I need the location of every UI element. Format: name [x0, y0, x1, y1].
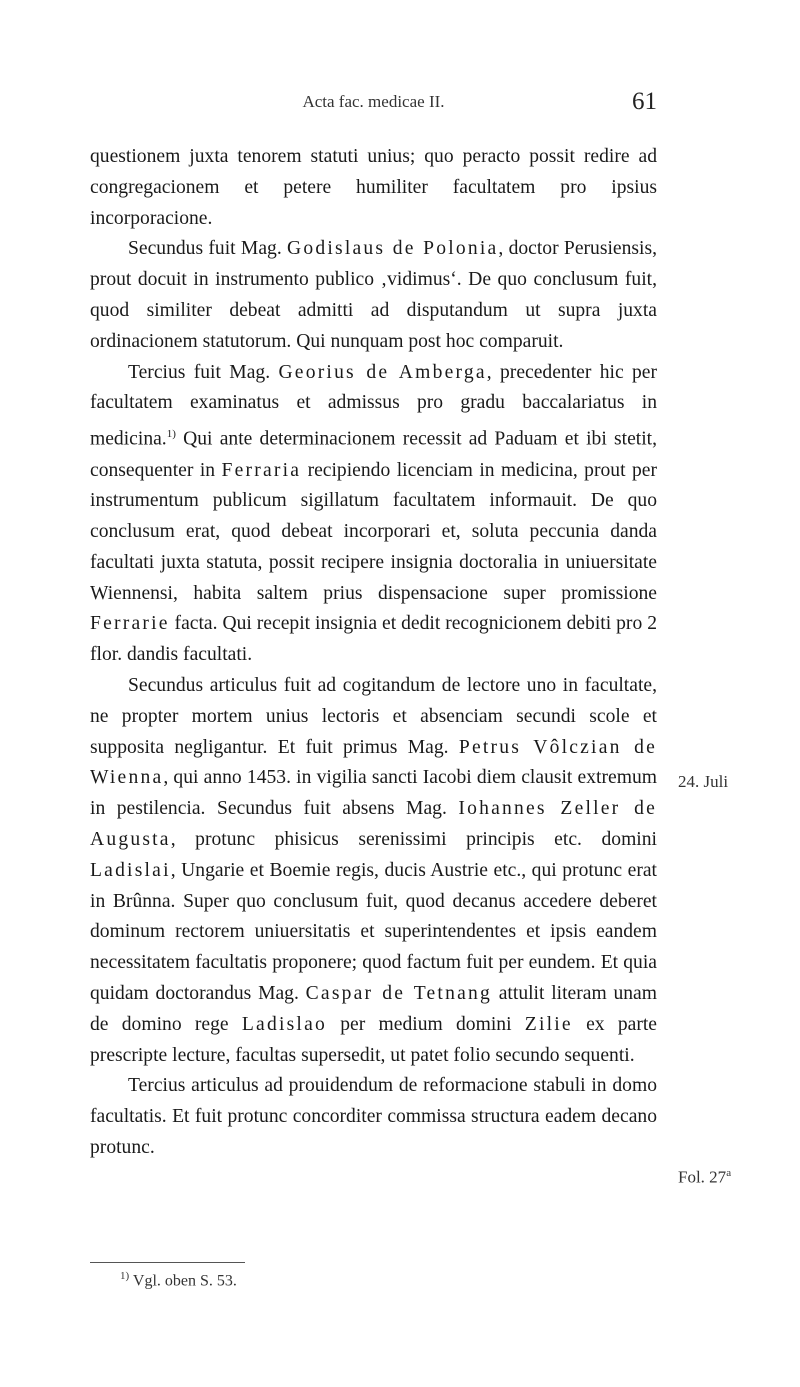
paragraph-text: per medium domini [326, 1013, 525, 1035]
place-name: Ferrarie [90, 613, 170, 635]
page-number: 61 [632, 88, 657, 115]
place-name: Ferraria [221, 459, 302, 481]
person-name: Petrus Vôlczian de Wienna [90, 736, 658, 789]
paragraph-text: ex parte prescripte lecture, facultas supersedit, ut patet folio secundo sequenti. [90, 1013, 657, 1066]
person-name: Ladislai [90, 859, 171, 881]
paragraph-1 [90, 142, 657, 234]
paragraph-text: , doctor Perusiensis, prout docuit in instrumento publico ‚vidimus‘. De quo conclusum fuit, quod similiter debeat admitti ad disputandum ut supra juxta ordinacionem statutorum. Qui nunquam post hoc comparuit. [90, 238, 657, 352]
paragraph-text: Secundus fuit Mag. [128, 238, 288, 260]
paragraph-text: Qui ante determinacionem recessit ad Paduam et ibi stetit, consequenter in [90, 428, 657, 481]
paragraph-3 [90, 358, 657, 672]
footnote [120, 1270, 237, 1290]
paragraph-text: Tercius articulus ad prouidendum de reformacione stabuli in domo facultatis. Et fuit protunc concorditer commissa structura eadem decano protunc. [90, 1075, 657, 1159]
person-name: Ladislao [241, 1013, 327, 1035]
person-name: Georius de Amberga [278, 361, 487, 383]
paragraph-text: , protunc phisicus serenissimi principis etc. domini [170, 829, 657, 851]
paragraph-text: questionem juxta tenorem statuti unius; quo peracto possit redire ad congregacionem et petere humiliter facultatem pro ipsius incorporacione. [90, 146, 657, 229]
person-name: Godislaus de Polonia [287, 238, 499, 260]
paragraph-text: attulit literam unam de domino rege [90, 983, 657, 1035]
footnote-marker: 1) [166, 428, 176, 441]
paragraph-text: recipiendo licenciam in medicina, prout per instrumentum publicum sigillatum facultatem informauit. De quo conclusum erat, quod debeat incorporari et, soluta peccunia danda facultati juxta statuta, possit recipere insignia doctoralia in uniuersitate Wiennensi, habita saltem prius dispensacione super promissione [90, 459, 657, 604]
person-name: Zilie [524, 1013, 573, 1035]
paragraph-5 [90, 1071, 657, 1163]
paragraph-text: , qui anno 1453. in vigilia sancti Iacobi diem clausit extremum in pestilencia. Secundus fuit absens Mag. [90, 767, 657, 820]
person-name: Caspar de Tetnang [305, 983, 492, 1005]
running-title: Acta fac. medicae II. [302, 92, 445, 111]
paragraph-text: Tercius fuit Mag. [128, 361, 279, 383]
paragraph-text: , precedenter hic per facultatem examinatus et admissus pro gradu baccalariatus in medicina. [90, 361, 658, 450]
footnote-text: Vgl. oben S. 53. [129, 1272, 237, 1290]
margin-note-date: 24. Juli [678, 772, 729, 791]
paragraph-text: facta. Qui recepit insignia et dedit recognicionem debiti pro 2 flor. dandis facultati. [90, 613, 657, 666]
paragraph-text: , Ungarie et Boemie regis, ducis Austrie etc., qui protunc erat in Brûnna. Super quo conclusum fuit, quod decanus accedere deberet dominum rectorem uniuersitatis et superintendentes et ipsis eandem necessitatem facultatis proponere; quod factum fuit per eundem. Et quia quidam doctorandus Mag. [90, 859, 657, 1005]
folio-label: Fol. 27 [678, 1167, 727, 1187]
running-head [90, 88, 657, 118]
paragraph-2 [90, 234, 657, 357]
person-name: Iohannes Zeller de Augusta [90, 798, 657, 851]
paragraph-4 [90, 671, 657, 1071]
margin-note-folio [678, 1167, 731, 1188]
body-text [90, 142, 657, 1164]
footnote-divider [90, 1262, 245, 1263]
folio-side: a [726, 1167, 732, 1179]
footnote-marker: 1) [120, 1270, 130, 1282]
paragraph-text: Secundus articulus fuit ad cogitandum de lectore uno in facultate, ne propter mortem unius lectoris et absenciam secundi scole et supposita negligantur. Et fuit primus Mag. [90, 675, 657, 758]
